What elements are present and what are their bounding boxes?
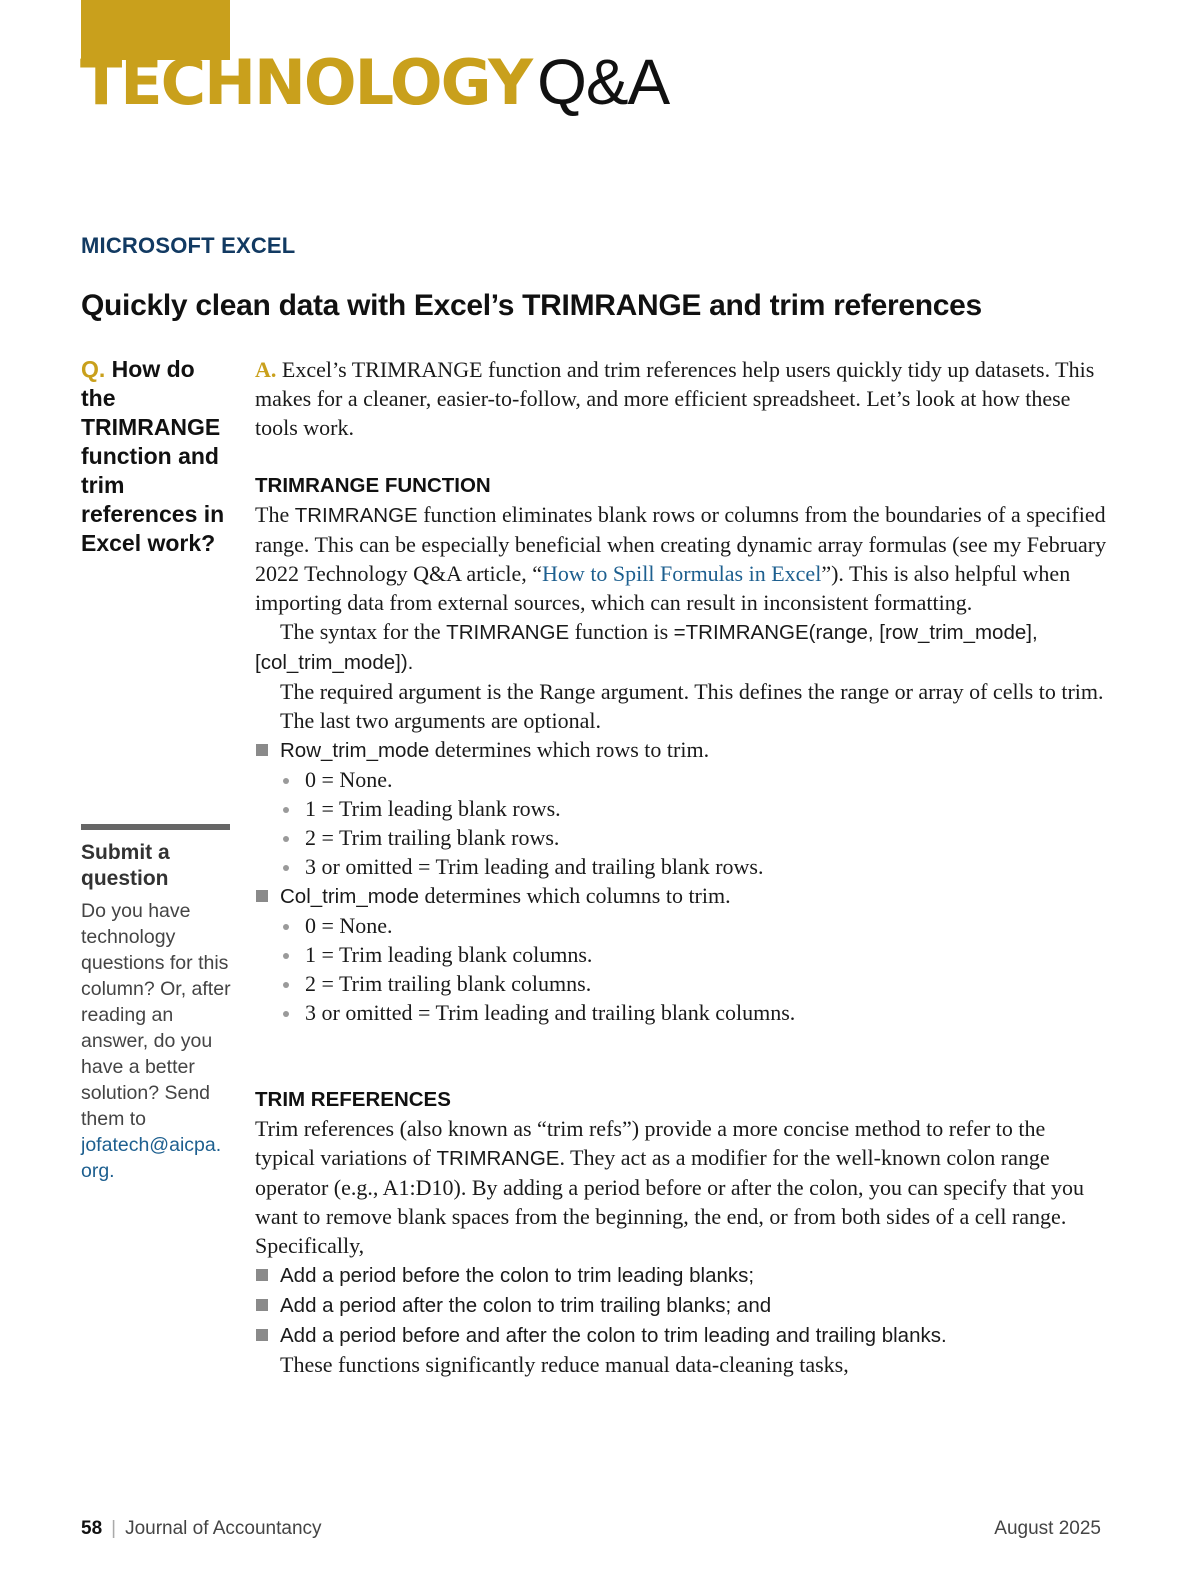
masthead-bold: TECHNOLOGY <box>80 46 532 119</box>
dot-bullet-icon <box>283 1011 289 1017</box>
page-footer <box>81 1518 1101 1540</box>
square-bullet-icon <box>256 1299 268 1311</box>
trimrange-heading: TRIMRANGE FUNCTION <box>255 474 491 497</box>
article-headline: Quickly clean data with Excel’s TRIMRANGE and trim references <box>81 289 982 322</box>
answer-intro: A. Excel’s TRIMRANGE function and trim references help users quickly tidy up datasets. This makes for a cleaner, easier-to-follow, and more efficient spreadsheet. Let’s look at how these tools work. <box>255 357 1095 440</box>
answer-marker: A. <box>255 357 277 382</box>
question-marker: Q. <box>81 356 106 382</box>
trim-references-paragraph: Trim references (also known as “trim refs”) provide a more concise method to refer to the typical variations of TRIMRANGE. They act as a modifier for the well-known colon range operator (e.g., A1:D10). By adding a period before or after the colon, you can specify that you want to remove blank spaces from the beginning, the end, or from both sides of a cell range. Specifically, <box>255 1116 1085 1258</box>
syntax-paragraph: The syntax for the TRIMRANGE function is =TRIMRANGE(range, [row_trim_mode], [col_trim_mode]). <box>255 619 1038 674</box>
spill-formulas-link[interactable]: How to Spill Formulas in Excel <box>542 561 822 586</box>
page-number: 58 <box>81 1518 103 1539</box>
question-text: How do the TRIMRANGE function and trim references in Excel work? <box>81 356 225 556</box>
list-item: 0 = None. <box>255 765 1110 794</box>
square-bullet-icon <box>256 1269 268 1281</box>
syntax-formula: =TRIMRANGE(range, [row_trim_mode], [col_trim_mode]). <box>255 621 1038 674</box>
question-callout <box>81 355 231 558</box>
dot-bullet-icon <box>283 953 289 959</box>
list-item: Add a period after the colon to trim trailing blanks; and <box>255 1290 1110 1320</box>
list-item: 1 = Trim leading blank columns. <box>255 940 1110 969</box>
email-link[interactable]: jofatech@aicpa. org. <box>81 1134 222 1182</box>
continuation-paragraph: These functions significantly reduce manual data-cleaning tasks, <box>280 1352 849 1377</box>
list-item: Row_trim_mode determines which rows to trim. <box>255 735 1110 765</box>
section-label: MICROSOFT EXCEL <box>81 233 296 258</box>
square-bullet-icon <box>256 890 268 902</box>
list-item: 0 = None. <box>255 911 1110 940</box>
required-argument-paragraph: The required argument is the Range argument. This defines the range or array of cells to trim. <box>280 679 1104 704</box>
masthead-rest: Q&A <box>537 46 670 118</box>
list-item: Col_trim_mode determines which columns to trim. <box>255 881 1110 911</box>
optional-arguments-paragraph: The last two arguments are optional. <box>280 708 601 733</box>
sidebar-divider <box>81 824 230 830</box>
masthead <box>80 46 670 119</box>
dot-bullet-icon <box>283 924 289 930</box>
dot-bullet-icon <box>283 836 289 842</box>
footer-separator: | <box>111 1518 117 1539</box>
sidebar-body: Do you have technology questions for this column? Or, after reading an answer, do you have a better solution? Send them to <box>81 900 231 1130</box>
list-item: Add a period before and after the colon to trim leading and trailing blanks. <box>255 1320 1110 1350</box>
list-item: Add a period before the colon to trim leading blanks; <box>255 1260 1110 1290</box>
publication-name: Journal of Accountancy <box>125 1518 322 1539</box>
list-item: 2 = Trim trailing blank rows. <box>255 823 1110 852</box>
issue-date: August 2025 <box>994 1518 1101 1539</box>
trim-references-heading: TRIM REFERENCES <box>255 1088 451 1111</box>
list-item: 2 = Trim trailing blank columns. <box>255 969 1110 998</box>
sidebar-title: Submit a question <box>81 841 170 890</box>
list-item: 1 = Trim leading blank rows. <box>255 794 1110 823</box>
article-body <box>255 355 1110 1379</box>
list-item: 3 or omitted = Trim leading and trailing blank rows. <box>255 852 1110 881</box>
square-bullet-icon <box>256 744 268 756</box>
dot-bullet-icon <box>283 807 289 813</box>
dot-bullet-icon <box>283 982 289 988</box>
sidebar-text <box>81 898 233 1184</box>
square-bullet-icon <box>256 1329 268 1341</box>
dot-bullet-icon <box>283 778 289 784</box>
dot-bullet-icon <box>283 865 289 871</box>
trimrange-paragraph: The TRIMRANGE function eliminates blank rows or columns from the boundaries of a specified range. This can be especially beneficial when creating dynamic array formulas (see my February 2022 Technology Q&A article, “How to Spill Formulas in Excel”). This is also helpful when importing data from external sources, which can result in inconsistent formatting. <box>255 502 1107 615</box>
list-item: 3 or omitted = Trim leading and trailing blank columns. <box>255 998 1110 1027</box>
